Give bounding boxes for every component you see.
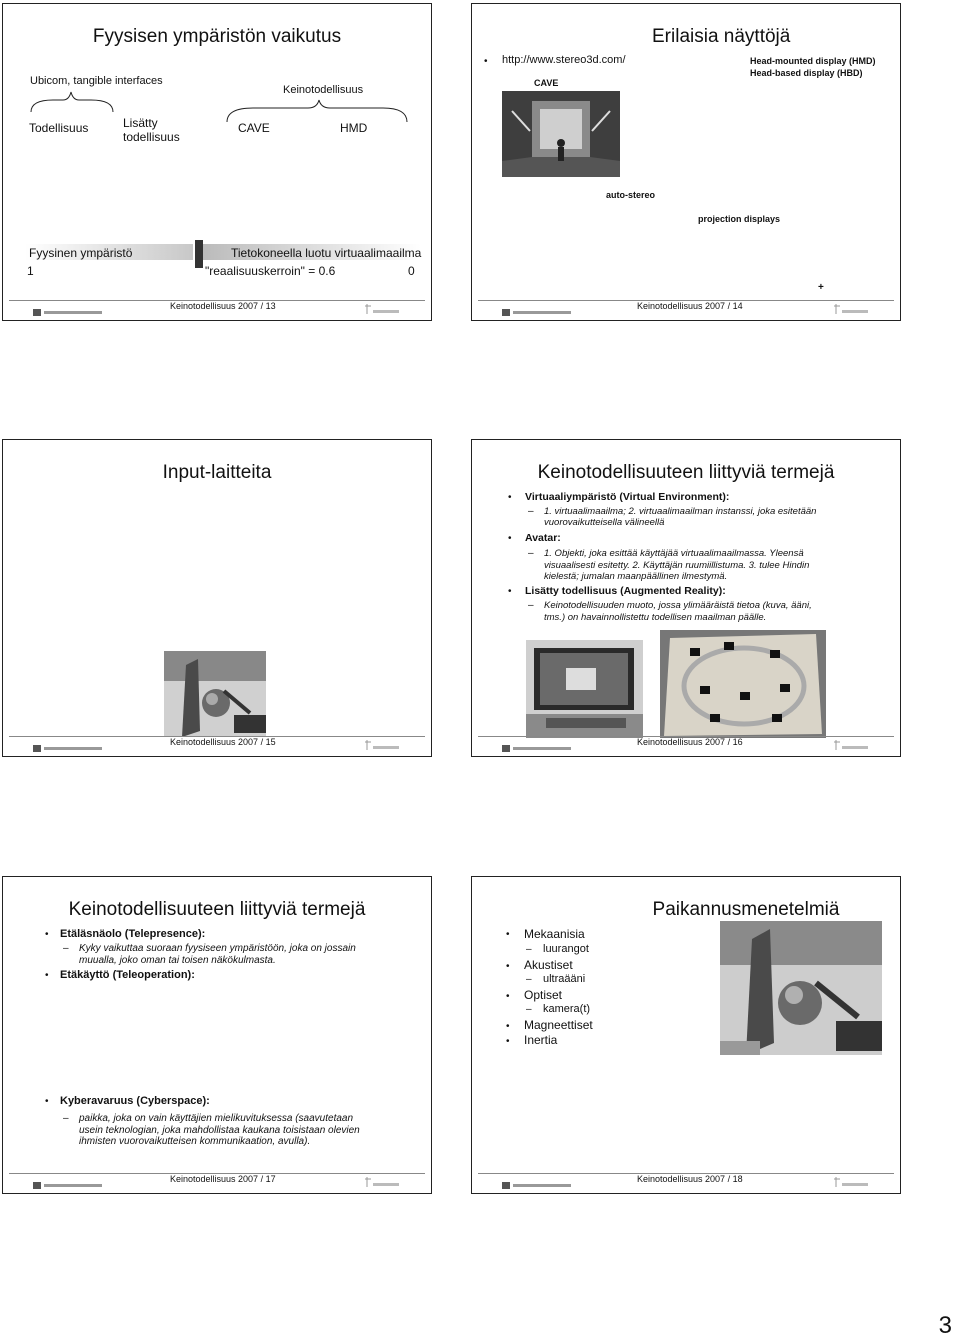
dash: –	[526, 974, 532, 985]
footer-number: Keinotodellisuus 2007 / 13	[170, 301, 276, 311]
slide-17	[2, 876, 432, 1194]
bullet: •	[506, 961, 510, 972]
university-logo-icon	[502, 307, 572, 317]
method-luurangot: luurangot	[543, 943, 589, 955]
dash: –	[528, 506, 534, 517]
bullet: •	[506, 991, 510, 1002]
label-cave: CAVE	[534, 78, 559, 88]
label-hbd: Head-based display (HBD)	[750, 68, 863, 78]
label-fyysinen: Fyysinen ympäristö	[29, 246, 133, 260]
slide-13	[2, 3, 432, 321]
desc-cyberspace-2: usein teknologian, joka mahdollistaa kaukana toisistaan olevien	[79, 1125, 360, 1136]
slide-title: Keinotodellisuuteen liittyviä termejä	[537, 462, 835, 483]
haptic-device-photo	[164, 651, 266, 737]
bullet: •	[506, 1021, 510, 1032]
footer-number: Keinotodellisuus 2007 / 16	[637, 737, 743, 747]
university-logo-icon	[502, 1180, 572, 1190]
footer-number: Keinotodellisuus 2007 / 15	[170, 737, 276, 747]
slide-18	[471, 876, 901, 1194]
slide-title: Paikannusmenetelmiä	[652, 899, 840, 920]
haptic-device-photo	[720, 921, 882, 1055]
method-kamera: kamera(t)	[543, 1003, 591, 1015]
slide-title: Erilaisia näyttöjä	[652, 26, 791, 47]
footer-number: Keinotodellisuus 2007 / 18	[637, 1174, 743, 1184]
bullet: •	[506, 929, 510, 940]
desc-telepresence-2: muualla, joko oman tai toisen näkökulmasta.	[79, 955, 276, 966]
bullet: •	[484, 56, 488, 67]
university-logo-icon	[502, 743, 572, 753]
desc-cyberspace-3: ihmisten vuorovaikutteisen kommunikaation, avulla).	[79, 1136, 311, 1147]
term-virtual-environment: Virtuaaliympäristö (Virtual Environment):	[525, 491, 730, 503]
label-reaalisuuskerroin: "reaalisuuskerroin" = 0.6	[205, 264, 336, 278]
university-logo-icon	[33, 307, 103, 317]
term-augmented-reality: Lisätty todellisuus (Augmented Reality):	[525, 585, 726, 597]
label-one: 1	[27, 264, 34, 278]
department-logo-icon	[363, 738, 401, 752]
bullet: •	[508, 586, 512, 597]
slide-title: Input-laitteita	[162, 462, 272, 483]
bullet: •	[45, 1096, 49, 1107]
term-telepresence: Etäläsnäolo (Telepresence):	[60, 928, 206, 940]
bullet: •	[508, 533, 512, 544]
footer-number: Keinotodellisuus 2007 / 14	[637, 301, 743, 311]
label-hmd: HMD	[340, 121, 368, 135]
method-magneettiset: Magneettiset	[524, 1018, 593, 1032]
bullet: •	[508, 492, 512, 503]
slide-15	[2, 439, 432, 757]
department-logo-icon	[832, 738, 870, 752]
label-plus: +	[818, 282, 824, 293]
label-projection: projection displays	[698, 214, 781, 224]
department-logo-icon	[363, 1175, 401, 1189]
method-optiset: Optiset	[524, 988, 563, 1002]
term-avatar: Avatar:	[525, 532, 561, 544]
label-lisatty-1: Lisätty	[123, 116, 158, 130]
department-logo-icon	[832, 1175, 870, 1189]
label-lisatty-2: todellisuus	[123, 130, 180, 144]
label-zero: 0	[408, 264, 415, 278]
desc-virtual-environment-2: vuorovaikutteisella välineellä	[544, 517, 665, 528]
slide-16	[471, 439, 901, 757]
dash: –	[63, 943, 69, 954]
desc-cyberspace-1: paikka, joka on vain käyttäjien mielikuvituksessa (saavutetaan	[79, 1113, 354, 1124]
desc-augmented-reality-1: Keinotodellisuuden muoto, jossa ylimääräistä tietoa (kuva, ääni,	[544, 600, 812, 611]
desc-avatar-2: visuaalisesti esitetty. 2. Käyttäjän ruumiillistuma. 3. tulee Hindin	[544, 560, 810, 571]
method-inertia: Inertia	[524, 1033, 558, 1047]
ar-board-photo	[660, 630, 826, 738]
cave-photo	[502, 91, 620, 177]
term-cyberspace: Kyberavaruus (Cyberspace):	[60, 1095, 210, 1107]
method-mekaanisia: Mekaanisia	[524, 927, 585, 941]
slide-title: Keinotodellisuuteen liittyviä termejä	[68, 899, 366, 920]
page-number: 3	[938, 1312, 952, 1339]
university-logo-icon	[33, 1180, 103, 1190]
slide-title: Fyysisen ympäristön vaikutus	[92, 26, 342, 47]
dash: –	[63, 1113, 69, 1124]
department-logo-icon	[363, 302, 401, 316]
label-keinotodellisuus: Keinotodellisuus	[283, 84, 364, 96]
desc-avatar-3: kielestä; jumalan maanpäällinen ilmestymä.	[544, 571, 728, 582]
desc-augmented-reality-2: tms.) on havainnollistettu todellisen maailman päälle.	[544, 612, 767, 623]
label-cave: CAVE	[238, 121, 270, 135]
term-teleoperation: Etäkäyttö (Teleoperation):	[60, 969, 195, 981]
dash: –	[528, 600, 534, 611]
desc-telepresence-1: Kyky vaikuttaa suoraan fyysiseen ympäristöön, joka on jossain	[79, 943, 356, 954]
method-akustiset: Akustiset	[524, 958, 573, 972]
bullet: •	[45, 970, 49, 981]
desc-avatar-1: 1. Objekti, joka esittää käyttäjää virtuaalimaailmassa. Yleensä	[544, 548, 804, 559]
footer-number: Keinotodellisuus 2007 / 17	[170, 1174, 276, 1184]
label-todellisuus: Todellisuus	[29, 121, 89, 135]
bullet: •	[45, 929, 49, 940]
desc-virtual-environment-1: 1. virtuaalimaailma; 2. virtuaalimaailman instanssi, joka esitetään	[544, 506, 817, 517]
label-tietokone: Tietokoneella luotu virtuaalimaailma	[231, 246, 422, 260]
label-hmd: Head-mounted display (HMD)	[750, 56, 876, 66]
bullet: •	[506, 1036, 510, 1047]
dash: –	[528, 548, 534, 559]
university-logo-icon	[33, 743, 103, 753]
method-ultraaani: ultraääni	[543, 973, 586, 985]
label-ubicom: Ubicom, tangible interfaces	[30, 75, 163, 87]
slide-14	[471, 3, 901, 321]
label-autostereo: auto-stereo	[606, 190, 656, 200]
ar-laptop-photo	[526, 640, 643, 738]
gradient-bar-divider	[195, 240, 203, 268]
department-logo-icon	[832, 302, 870, 316]
dash: –	[526, 1004, 532, 1015]
link-stereo3d[interactable]: http://www.stereo3d.com/	[502, 54, 626, 66]
dash: –	[526, 944, 532, 955]
